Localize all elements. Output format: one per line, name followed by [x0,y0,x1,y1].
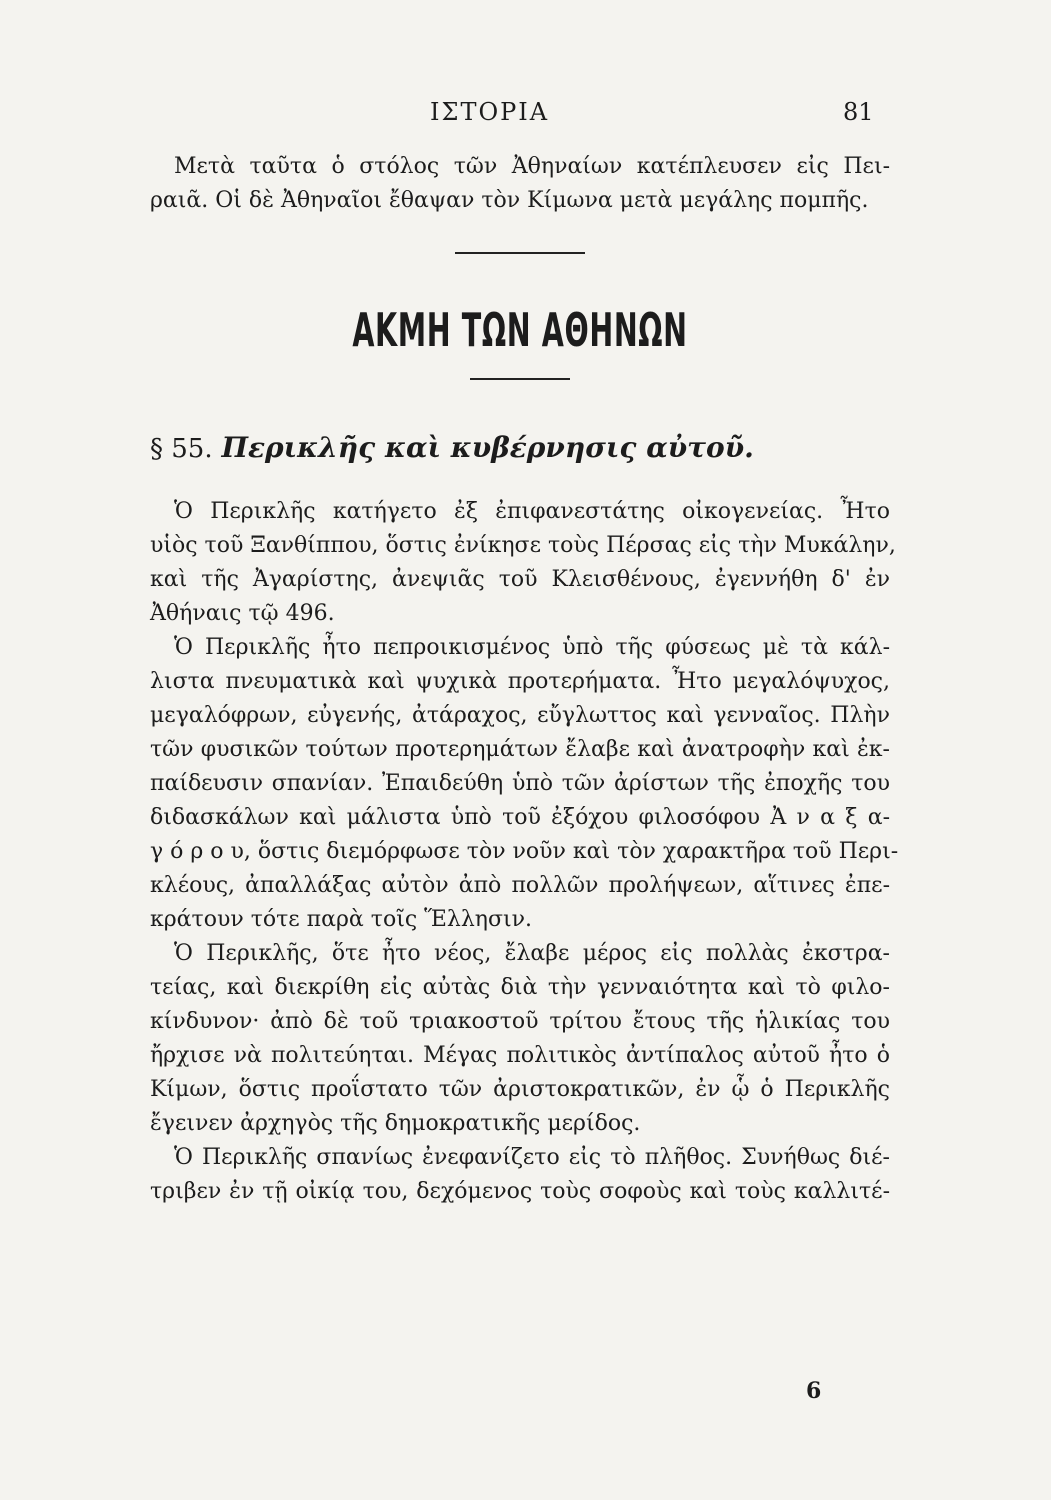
text-line: Ὁ Περικλῆς κατήγετο ἐξ ἐπιφανεστάτης οἰκογενείας. Ἦτο [174,499,890,524]
text-line: Ὁ Περικλῆς ἦτο πεπροικισμένος ὑπὸ τῆς φύσεως μὲ τὰ κάλ- [174,635,890,660]
text-line: ἔγεινεν ἀρχηγὸς τῆς δημοκρατικῆς μερίδος. [150,1111,641,1136]
text-line: ραιᾶ. Οἱ δὲ Ἀθηναῖοι ἔθαψαν τὸν Κίμωνα μετὰ μεγάλης πομπῆς. [150,188,869,213]
text-line: Ἀθήναις τῷ 496. [150,601,335,626]
paragraph [150,631,899,937]
divider-rule [470,378,570,380]
text-line: κλέους, ἀπαλλάξας αὐτὸν ἀπὸ πολλῶν προλήψεων, αἵτινες ἐπε- [150,873,890,898]
text-line: Ὁ Περικλῆς, ὅτε ἦτο νέος, ἔλαβε μέρος εἰς πολλὰς ἐκστρα- [174,941,890,966]
text-line: υἱὸς τοῦ Ξανθίππου, ὅστις ἐνίκησε τοὺς Πέρσας εἰς τὴν Μυκάλην, [150,533,896,558]
text-line: παίδευσιν σπανίαν. Ἐπαιδεύθη ὑπὸ τῶν ἀρίστων τῆς ἐποχῆς του [150,771,890,796]
page-body [150,150,899,1209]
section-number: § 55. [150,434,213,464]
divider-rule [455,252,585,254]
body-text [150,495,899,1209]
text-line: καὶ τῆς Ἀγαρίστης, ἀνεψιᾶς τοῦ Κλεισθένους, ἐγεννήθη δ' ἐν [150,567,890,592]
text-line: Κίμων, ὅστις προΐστατο τῶν ἀριστοκρατικῶν, ἐν ᾧ ὁ Περικλῆς [150,1077,890,1102]
subsection-title: Περικλῆς καὶ κυβέρνησις αὐτοῦ. [221,431,754,464]
paragraph [150,1141,890,1209]
running-title: ΙΣΤΟΡΙΑ [430,98,550,126]
text-line: μεγαλόφρων, εὐγενής, ἀτάραχος, εὔγλωττος καὶ γενναῖος. Πλὴν [150,703,890,728]
subsection-heading [150,428,890,469]
page-number: 81 [843,98,874,126]
text-line: διδασκάλων καὶ μάλιστα ὑπὸ τοῦ ἐξόχου φιλοσόφου Ἀ ν α ξ α- [150,805,890,830]
text-line: τείας, καὶ διεκρίθη εἰς αὐτὰς διὰ τὴν γενναιότητα καὶ τὸ φιλο- [150,975,890,1000]
text-line: κράτουν τότε παρὰ τοῖς Ἕλλησιν. [150,907,532,932]
text-line: Ὁ Περικλῆς σπανίως ἐνεφανίζετο εἰς τὸ πλῆθος. Συνήθως διέ- [174,1145,890,1170]
section-title: ΑΚΜΗ ΤΩΝ ΑΘΗΝΩΝ [352,303,688,357]
text-line: λιστα πνευματικὰ καὶ ψυχικὰ προτερήματα. Ἦτο μεγαλόψυχος, [150,669,890,694]
page-header [0,98,1051,138]
paragraph [150,937,890,1141]
text-line: τῶν φυσικῶν τούτων προτερημάτων ἔλαβε καὶ ἀνατροφὴν καὶ ἐκ- [150,737,890,762]
text-line: τριβεν ἐν τῇ οἰκίᾳ του, δεχόμενος τοὺς σοφοὺς καὶ τοὺς καλλιτέ- [150,1179,890,1204]
paragraph [150,495,896,631]
text-line: Μετὰ ταῦτα ὁ στόλος τῶν Ἀθηναίων κατέπλευσεν εἰς Πει- [174,154,890,179]
text-line: γ ό ρ ο υ, ὅστις διεμόρφωσε τὸν νοῦν καὶ τὸν χαρακτῆρα τοῦ Περι- [150,839,899,864]
intro-paragraph [150,150,890,218]
text-line: κίνδυνον· ἀπὸ δὲ τοῦ τριακοστοῦ τρίτου ἔτους τῆς ἡλικίας του [150,1009,890,1034]
text-line: ἤρχισε νὰ πολιτεύηται. Μέγας πολιτικὸς ἀντίπαλος αὐτοῦ ἦτο ὁ [150,1043,890,1068]
signature-mark: 6 [806,1378,822,1404]
